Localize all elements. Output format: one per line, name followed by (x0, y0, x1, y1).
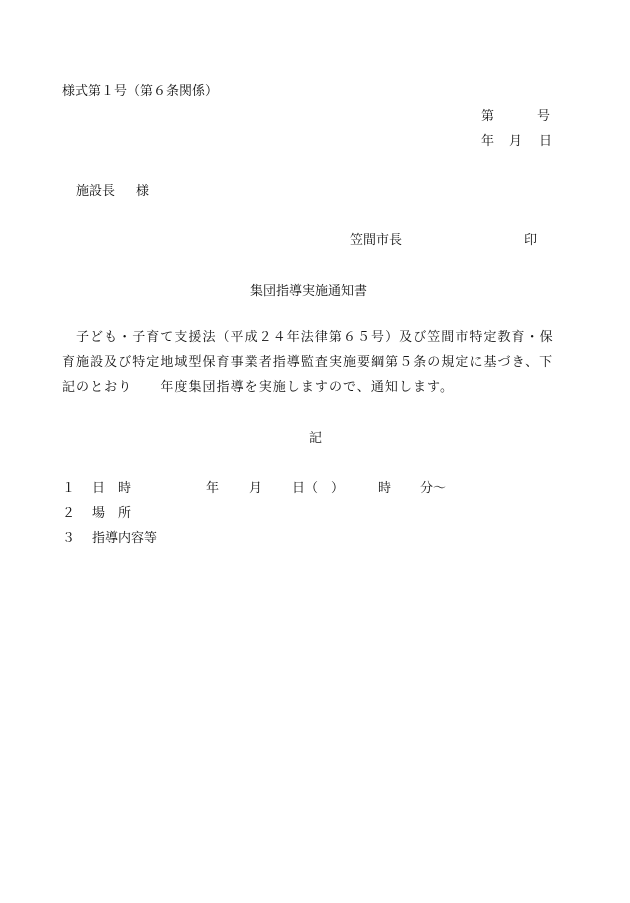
date-day: 日 (539, 134, 553, 149)
item-1-minute: 分～ (420, 481, 447, 496)
item-3-label: 指導内容等 (92, 531, 158, 546)
ki-heading: 記 (309, 431, 323, 446)
item-3-number: ３ (62, 531, 76, 546)
date-year: 年 (481, 134, 495, 149)
body-line-2: 育施設及び特定地域型保育事業者指導監査実施要綱第５条の規定に基づき、下 (62, 355, 554, 370)
date-month: 月 (509, 134, 523, 149)
doc-number-suffix: 号 (537, 109, 551, 124)
item-1-hour: 時 (378, 481, 392, 496)
addressee-honorific: 様 (136, 184, 150, 199)
item-1-close-paren: ） (331, 481, 345, 496)
document-title: 集団指導実施通知書 (250, 284, 368, 299)
addressee-title: 施設長 (76, 184, 116, 199)
item-1-number: １ (62, 481, 76, 496)
sender-seal: 印 (524, 233, 538, 248)
item-1-day: 日（ (292, 481, 319, 496)
body-line-3: 記のとおり 年度集団指導を実施しますので、通知します。 (62, 380, 455, 395)
item-2-label: 場 所 (92, 506, 132, 521)
item-2-number: ２ (62, 506, 76, 521)
sender-name: 笠間市長 (350, 233, 403, 248)
item-1-year: 年 (206, 481, 220, 496)
form-label: 様式第１号（第６条関係） (62, 84, 219, 99)
body-line-1: 子ども・子育て支援法（平成２４年法律第６５号）及び笠間市特定教育・保 (76, 330, 554, 345)
item-1-label: 日 時 (92, 481, 132, 496)
item-1-month: 月 (249, 481, 263, 496)
doc-number-prefix: 第 (481, 109, 495, 124)
